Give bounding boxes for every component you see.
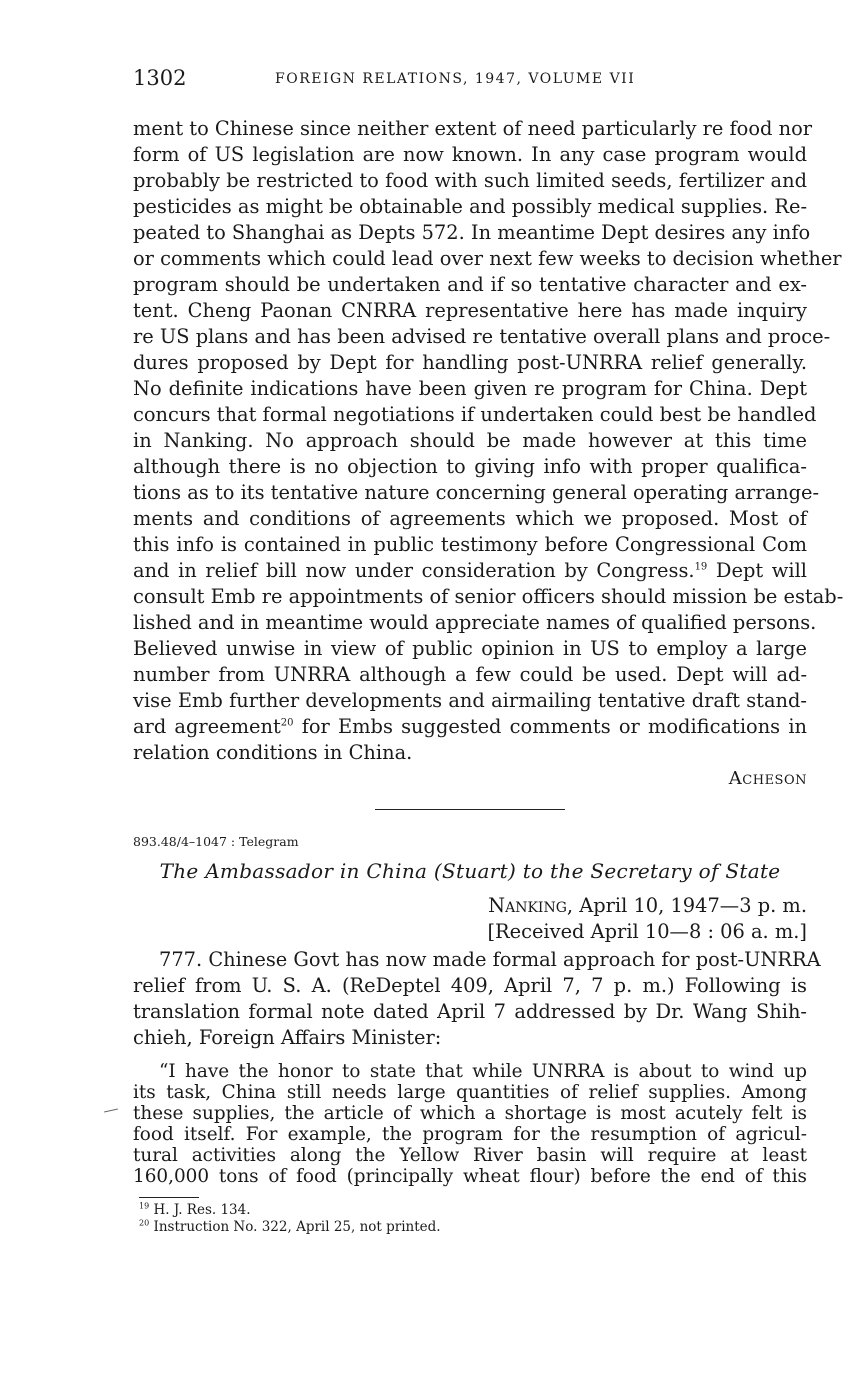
footnote-20 [139, 1219, 807, 1236]
text-line: in Nanking. No approach should be made however at this time [133, 429, 807, 452]
text-line [133, 558, 807, 584]
text-line: although there is no objection to giving info with proper qualifica- [133, 455, 807, 478]
dateline-date: , April 10, 1947—3 p. m. [566, 894, 807, 917]
text-line: concurs that formal negotiations if undertaken could best be handled [133, 403, 817, 426]
text-line [133, 714, 807, 740]
text-line: Believed unwise in view of public opinion in US to employ a large [133, 637, 807, 660]
dateline-sent [133, 893, 807, 919]
signature: Acheson [728, 768, 807, 789]
text-line: probably be restricted to food with such limited seeds, fertilizer and [133, 169, 807, 192]
footnote-number: 20 [139, 1218, 150, 1228]
dateline [133, 893, 807, 945]
footnote-text: Instruction No. 322, April 25, not printed. [153, 1219, 441, 1235]
footnote-text: H. J. Res. 134. [153, 1202, 251, 1218]
footnote-ref-19: 19 [694, 561, 708, 573]
text-line: No definite indications have been given re program for China. Dept [133, 377, 807, 400]
text-line: consult Emb re appointments of senior officers should mission be estab- [133, 585, 844, 608]
file-reference: 893.48/4–1047 : Telegram [133, 834, 299, 849]
text-fragment: for Embs suggested comments or modifications in [293, 715, 808, 738]
text-line: 160,000 tons of food (principally wheat flour) before the end of this [133, 1166, 807, 1187]
text-line: lished and in meantime would appreciate names of qualified persons. [133, 611, 817, 634]
footnote-divider [139, 1197, 199, 1198]
text-line: tural activities along the Yellow River basin will require at least [133, 1145, 807, 1166]
text-line: food itself. For example, the program for the resumption of agricul- [133, 1124, 807, 1145]
text-line: these supplies, the article of which a shortage is most acutely felt is [133, 1103, 807, 1124]
section-divider [375, 809, 565, 810]
previous-telegram-text [133, 116, 844, 766]
quoted-note [133, 1061, 807, 1187]
running-title: FOREIGN RELATIONS, 1947, VOLUME VII [275, 71, 636, 87]
text-fragment: Dept will [707, 559, 807, 582]
document-title: The Ambassador in China (Stuart) to the Secretary of State [159, 859, 781, 883]
text-line: pesticides as might be obtainable and possibly medical supplies. Re- [133, 195, 807, 218]
running-head [133, 66, 807, 98]
footnote-number: 19 [139, 1201, 150, 1211]
telegram-body [133, 947, 821, 1051]
dateline-place: Nanking [488, 894, 567, 917]
text-line: “I have the honor to state that while UNRRA is about to wind up [159, 1061, 807, 1082]
text-line: this info is contained in public testimony before Congressional Com [133, 533, 807, 556]
text-line: tions as to its tentative nature concerning general operating arrange- [133, 481, 820, 504]
text-line: number from UNRRA although a few could be used. Dept will ad- [133, 663, 807, 686]
text-line: ments and conditions of agreements which we proposed. Most of [133, 507, 807, 530]
text-fragment: ard agreement [133, 715, 281, 738]
text-line: dures proposed by Dept for handling post-UNRRA relief generally. [133, 351, 807, 374]
footnote-19 [139, 1202, 807, 1219]
text-line: 777. Chinese Govt has now made formal approach for post-UNRRA [159, 948, 821, 971]
text-line: vise Emb further developments and airmailing tentative draft stand- [133, 689, 807, 712]
text-line: relief from U. S. A. (ReDeptel 409, April 7, 7 p. m.) Following is [133, 974, 807, 997]
footnotes [133, 1202, 807, 1236]
text-line: ment to Chinese since neither extent of need particularly re food nor [133, 117, 813, 140]
text-fragment: and in relief bill now under consideration by Congress. [133, 559, 695, 582]
footnote-ref-20: 20 [280, 717, 294, 729]
text-line: form of US legislation are now known. In any case program would [133, 143, 807, 166]
text-line: chieh, Foreign Affairs Minister: [133, 1026, 442, 1049]
text-line: tent. Cheng Paonan CNRRA representative here has made inquiry [133, 299, 807, 322]
text-line: or comments which could lead over next few weeks to decision whether [133, 247, 842, 270]
text-line: peated to Shanghai as Depts 572. In meantime Dept desires any info [133, 221, 811, 244]
text-line: program should be undertaken and if so tentative character and ex- [133, 273, 807, 296]
text-line: its task, China still needs large quantities of relief supplies. Among [133, 1082, 807, 1103]
text-line: relation conditions in China. [133, 741, 413, 764]
text-line: re US plans and has been advised re tentative overall plans and proce- [133, 325, 831, 348]
dateline-received: [Received April 10—8 : 06 a. m.] [487, 920, 807, 943]
margin-pencil-mark [104, 1109, 118, 1113]
page-number: 1302 [133, 66, 187, 90]
document-page [133, 66, 844, 1236]
text-line: translation formal note dated April 7 addressed by Dr. Wang Shih- [133, 1000, 807, 1023]
